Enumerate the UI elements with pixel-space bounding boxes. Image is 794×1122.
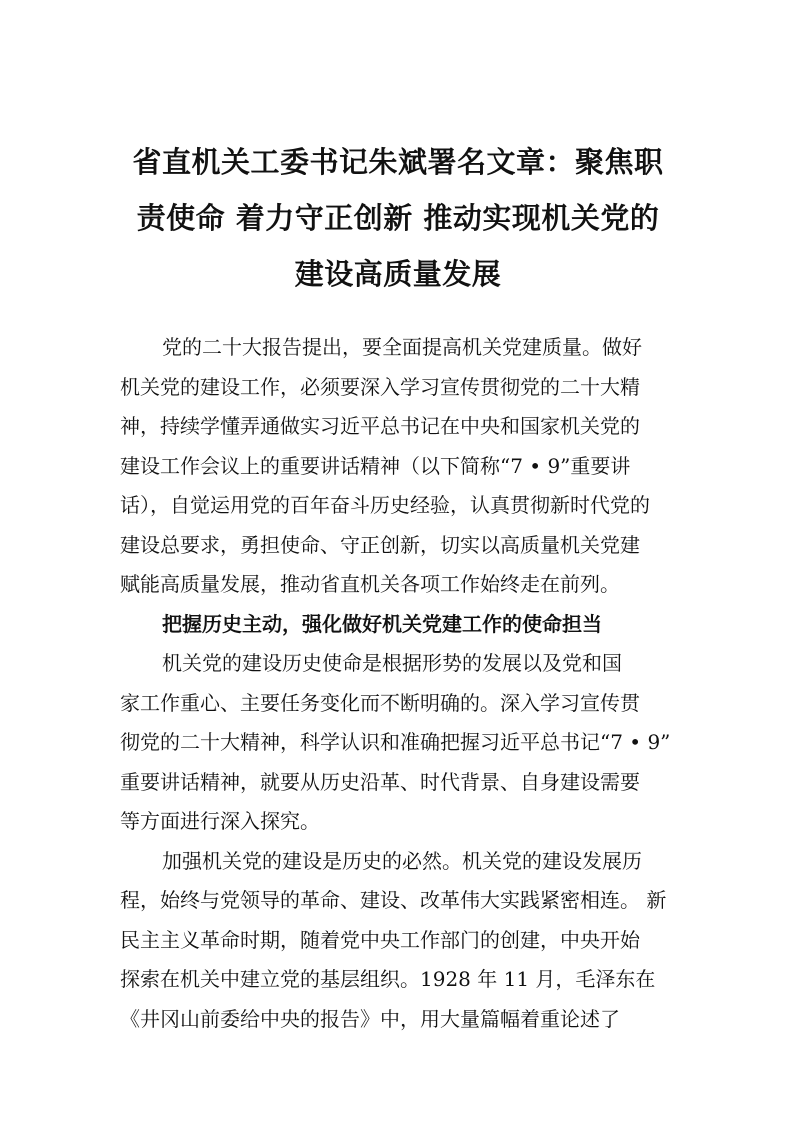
text-line: 民主主义革命时期，随着党中央工作部门的创建，中央开始 (120, 927, 640, 952)
text-line: 探索在机关中建立党的基层组织。1928 年 11 月，毛泽东在 (120, 967, 656, 991)
text-line: 加强机关党的建设是历史的必然。机关党的建设发展历 (162, 848, 642, 873)
paragraph-history-necessity (120, 842, 676, 1040)
text-line: 建设总要求，勇担使命、守正创新，切实以高质量机关党建 (120, 532, 640, 557)
text-line: 话），自觉运用党的百年奋斗历史经验，认真贯彻新时代党的 (120, 493, 650, 517)
paragraph-intro (120, 328, 676, 605)
text-line: 建设工作会议上的重要讲话精神（以下简称“7 • 9”重要讲 (120, 453, 631, 478)
text-line: 党的二十大报告提出，要全面提高机关党建质量。做好 (162, 335, 642, 359)
article-body (120, 328, 676, 1039)
paragraph-history-mission (120, 644, 676, 842)
title-line-3: 建设高质量发展 (294, 257, 502, 291)
text-line: 重要讲话精神，就要从历史沿革、时代背景、自身建设需要 (120, 769, 640, 794)
text-line: 《井冈山前委给中央的报告》中，用大量篇幅着重论述了 (120, 1006, 620, 1031)
text-line: 赋能高质量发展，推动省直机关各项工作始终走在前列。 (120, 572, 620, 596)
text-line: 机关党的建设历史使命是根据形势的发展以及党和国 (162, 651, 622, 675)
section-heading (120, 605, 676, 645)
section-heading-text: 把握历史主动，强化做好机关党建工作的使命担当 (162, 611, 602, 636)
title-line-2: 责使命 着力守正创新 推动实现机关党的 (136, 201, 660, 235)
text-line: 机关党的建设工作，必须要深入学习宣传贯彻党的二十大精 (120, 374, 640, 399)
article-title (120, 134, 676, 302)
text-line: 等方面进行深入探究。 (120, 809, 320, 833)
text-line: 程，始终与党领导的革命、建设、改革伟大实践紧密相连。 新 (120, 888, 667, 912)
text-line: 家工作重心、主要任务变化而不断明确的。深入学习宣传贯 (120, 690, 640, 715)
text-line: 彻党的二十大精神，科学认识和准确把握习近平总书记“7 • 9” (120, 730, 671, 754)
text-line: 神，持续学懂弄通做实习近平总书记在中央和国家机关党的 (120, 414, 640, 438)
title-line-1: 省直机关工委书记朱斌署名文章：聚焦职 (132, 145, 664, 179)
